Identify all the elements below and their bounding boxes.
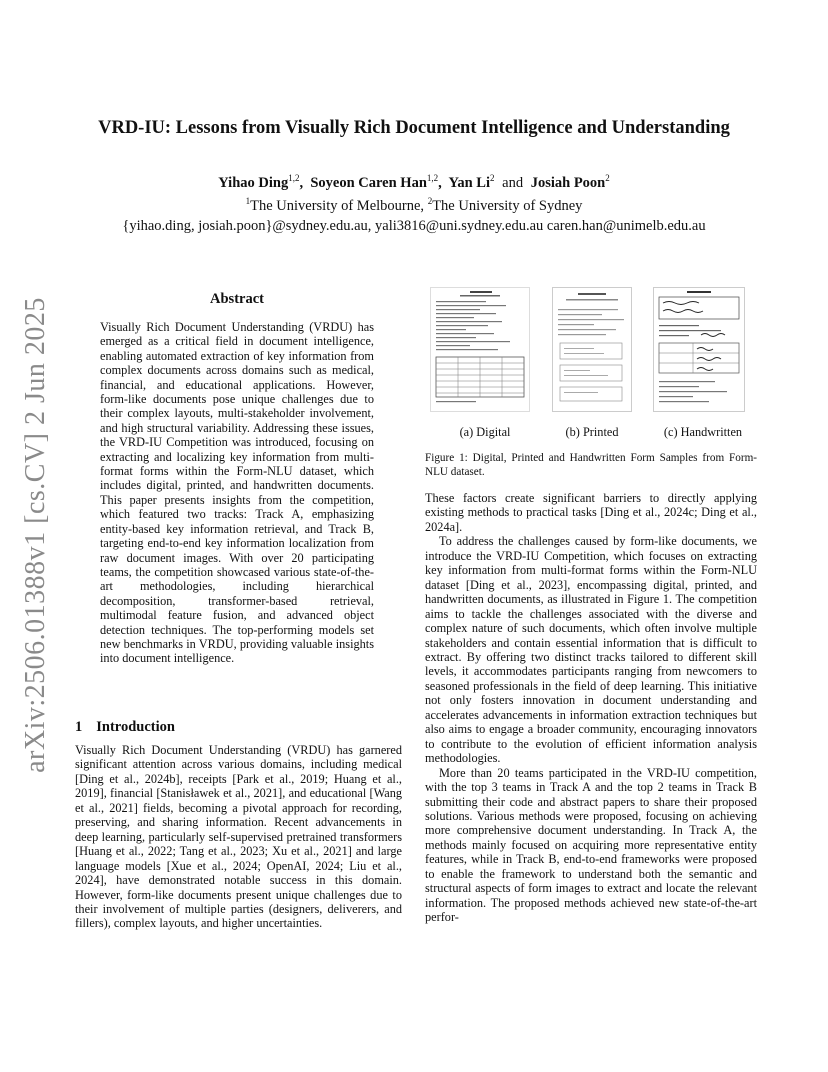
body-paragraph: These factors create significant barriers to directly applying existing methods to practical tasks [Ding et al., 2024c; Ding et al., 2024a]. — [425, 491, 757, 534]
form-sample-digital-image — [430, 287, 530, 412]
section-title: Introduction — [96, 719, 175, 735]
figure-1 — [425, 287, 760, 442]
body-paragraph: To address the challenges caused by form-like documents, we introduce the VRD-IU Competition, which focuses on extracting key information from multi-format forms within the Form-NLU dataset [Ding et al., 2023], encompassing digital, printed, and handwritten documents, as illustrated in Figure 1. The competition aims to tackle the challenges associated with the diverse and complex nature of such documents, which often involve multiple stakeholders and contain essential information that is difficult to extract. By offering two distinct tracks tailored to different skill levels, it accommodates participants ranging from newcomers to seasoned professionals in the field of deep learning. This initiative not only fosters innovation in document understanding and accelerates advancements in information extraction techniques but also aims to engage a broader community, encouraging innovators to contribute to the evolution of efficient information analysis methodologies. — [425, 534, 757, 766]
author-list: Yihao Ding$^{1,2}$, Soyeon Caren Han$^{1,2}$, Yan Li$^2$ and Josiah Poon$^2$ — [218, 173, 610, 191]
author-conjunction: and — [502, 174, 524, 191]
abstract-text: Visually Rich Document Understanding (VRDU) has emerged as a critical field in document intelligence, enabling automated extraction of key information from complex documents across domains such as medical, financial, and educational applications. However, form-like documents pose unique challenges due to their complex layouts, multi-stakeholder involvement, and high structural variability. Addressing these issues, the VRD-IU Competition was introduced, focusing on extracting and localizing key information from multi-format forms within the Form-NLU dataset, which includes digital, printed, and handwritten documents. This paper presents insights from the competition, which featured two tracks: Track A, emphasizing entity-based key information retrieval, and Track B, targeting end-to-end key information localization from raw document images. With over 20 participating teams, the competition showcased various state-of-the-art methodologies, including hierarchical decomposition, transformer-based retrieval, multimodal feature fusion, and advanced object detection techniques. The top-performing models set new benchmarks in VRDU, providing valuable insights into document intelligence. — [100, 320, 374, 666]
affiliations — [0, 196, 828, 215]
affil-mark: 2 — [427, 196, 433, 206]
arxiv-stamp — [14, 297, 58, 773]
author-affil-mark: 2 — [490, 173, 495, 183]
body-paragraph: More than 20 teams participated in the VRD-IU competition, with the top 3 teams in Track A and the top 2 teams in Track B submitting their code and abstract papers to share their proposed solutions. Various methods were proposed, focusing on achieving more comprehensive document understanding. In Track A, the methods mainly focused on acquiring more representative entity features, while in Track B, end-to-end frameworks were proposed to enable the framework to understand both the semantic and structural aspects of form images to extract and locate the relevant information. The proposed methods achieved new state-of-the-art perfor- — [425, 765, 757, 925]
author-name: Yan Li — [448, 174, 491, 191]
affil-mark: 1 — [245, 196, 251, 206]
author-emails: {yihao.ding, josiah.poon}@sydney.edu.au, yali3816@uni.sydney.edu.au caren.han@unimelb.edu.au — [122, 218, 706, 234]
paper-title: VRD-IU: Lessons from Visually Rich Document Intelligence and Understanding — [98, 118, 730, 138]
author-affil-mark: 2 — [605, 173, 610, 183]
author-affil-mark: 1,2 — [288, 173, 300, 183]
figure-caption: Figure 1: Digital, Printed and Handwritten Form Samples from Form-NLU dataset. — [425, 452, 757, 478]
form-sample-printed-image — [552, 287, 632, 412]
section-heading-introduction — [75, 719, 175, 736]
arxiv-id: arXiv:2506.01388v1 [cs.CV] 2 Jun 2025 — [20, 297, 51, 773]
author-name: Soyeon Caren Han — [310, 174, 427, 191]
introduction-body — [75, 743, 402, 931]
author-name: Yihao Ding — [218, 174, 289, 191]
abstract-body — [100, 320, 374, 666]
subcaption-handwritten: (c) Handwritten — [663, 425, 743, 439]
right-column-body — [425, 491, 757, 925]
form-sample-handwritten-image — [653, 287, 745, 412]
affiliation-2: The University of Sydney — [432, 197, 583, 214]
introduction-paragraph: Visually Rich Document Understanding (VRDU) has garnered significant attention across various domains, including medical [Ding et al., 2024b], receipts [Park et al., 2019; Huang et al., 2019], financial [Stanisławek et al., 2021], and educational [Wang et al., 2021] fields, becoming a pivotal approach for recording, preserving, and sharing information. Recent advancements in deep learning, particularly self-supervised pretrained transformers [Huang et al., 2022; Tang et al., 2023; Xu et al., 2021] and large language models [Xue et al., 2024; OpenAI, 2024; Liu et al., 2024], have demonstrated notable success in this domain. However, form-like documents present unique challenges due to their involvement of multiple parties (designers, deliverers, and fillers), complex layouts, and higher uncertainties. — [75, 743, 402, 931]
subcaption-printed: (b) Printed — [565, 425, 619, 439]
subcaption-digital: (a) Digital — [459, 425, 511, 439]
affiliation-1: The University of Melbourne, — [250, 197, 428, 214]
abstract-heading: Abstract — [210, 291, 264, 307]
author-affil-mark: 1,2 — [426, 173, 439, 183]
author-name: Josiah Poon — [530, 174, 606, 191]
section-number: 1 — [75, 719, 83, 735]
